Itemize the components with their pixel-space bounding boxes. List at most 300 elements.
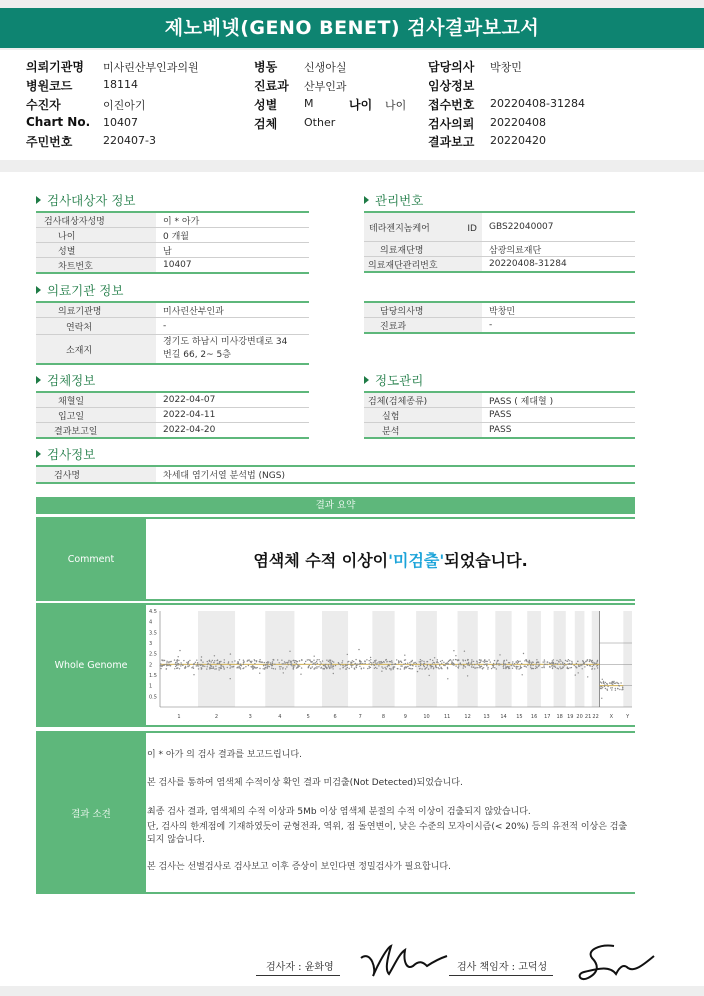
data-point [369,660,370,661]
data-point [358,649,359,650]
data-point [370,657,371,658]
summary-header: 결과 요약 [36,497,635,514]
data-point [193,663,194,664]
x-tick-label: 20 [576,714,583,720]
data-point [597,661,598,662]
data-point [582,664,583,665]
row-label-text: 담당의사명 [380,306,424,317]
data-point [329,660,330,661]
data-point [331,663,332,664]
data-point [309,660,310,661]
institution-table-right [364,301,635,334]
data-point [603,681,604,682]
data-point [309,665,310,666]
data-point [245,666,246,667]
data-point [201,668,202,669]
data-point [500,664,501,665]
data-point [397,668,398,669]
chromosome-band [495,611,511,707]
data-point [550,663,551,664]
specimen-table [36,391,309,439]
data-point [473,661,474,662]
data-point [166,665,167,666]
data-point [263,668,264,669]
data-point [288,661,289,662]
data-point [187,663,188,664]
data-point [499,654,500,655]
data-point [332,661,333,662]
data-point [493,663,494,664]
data-point [463,660,464,661]
data-point [427,665,428,666]
data-point [396,659,397,660]
row-label [36,335,156,363]
data-point [467,675,468,676]
data-point [619,689,620,690]
data-point [526,660,527,661]
data-point [490,661,491,662]
data-point [263,665,264,666]
data-point [620,682,621,683]
y-tick-label: 2 [149,662,153,669]
report-date-value: 20220420 [490,134,546,147]
data-point [200,659,201,660]
data-point [618,683,619,684]
row-label-text: 연락처 [66,322,93,333]
data-point [209,660,210,661]
code-value: 18114 [103,78,138,91]
data-point [587,659,588,660]
data-point [543,665,544,666]
data-point [604,686,605,687]
data-point [222,666,223,667]
data-point [602,679,603,680]
data-point [486,663,487,664]
data-point [477,667,478,668]
data-point [498,663,499,664]
data-point [381,666,382,667]
row-label [36,423,156,437]
data-point [551,665,552,666]
data-point [329,662,330,663]
data-point [488,659,489,660]
data-point [555,663,556,664]
data-point [508,662,509,663]
data-point [387,666,388,667]
data-point [418,666,419,667]
qc-heading-text: 정도관리 [375,373,424,388]
clinical-label: 임상정보 [428,79,475,93]
table-row [36,423,309,439]
data-point [215,666,216,667]
data-point [381,662,382,663]
sex-label: 성별 [254,98,278,112]
data-point [460,664,461,665]
data-point [492,667,493,668]
data-point [412,668,413,669]
data-point [193,668,194,669]
data-point [166,664,167,665]
data-point [541,667,542,668]
data-point [386,668,387,669]
data-point [513,665,514,666]
table-row [36,243,309,258]
director-signature [570,938,660,984]
hospital-value: 미사린산부인과의원 [103,61,199,74]
data-point [224,659,225,660]
ward-label: 병동 [254,60,278,74]
data-point [221,665,222,666]
data-point [257,667,258,668]
data-point [259,673,260,674]
data-point [370,667,371,668]
data-point [319,664,320,665]
data-point [284,663,285,664]
data-point [376,668,377,669]
data-point [412,660,413,661]
data-point [434,657,435,658]
data-point [203,665,204,666]
data-point [261,662,262,663]
row-label-text: 의료기관명 [58,306,102,317]
data-point [375,660,376,661]
data-point [239,659,240,660]
data-point [313,660,314,661]
data-point [317,659,318,660]
y-tick-label: 1 [149,683,153,690]
hospital-label: 의뢰기관명 [26,60,84,74]
finding-line: 이 * 아가 의 검사 결과를 보고드립니다. [147,750,302,760]
table-row [364,257,635,273]
data-point [557,663,558,664]
table-row [36,228,309,243]
data-point [403,664,404,665]
data-point [160,663,161,664]
row-label [364,303,482,317]
data-point [543,667,544,668]
data-point [342,660,343,661]
row-value: - [163,321,167,331]
data-point [404,655,405,656]
data-point [578,664,579,665]
data-point [484,662,485,663]
data-point [411,661,412,662]
data-point [273,659,274,660]
data-point [228,661,229,662]
data-point [279,668,280,669]
data-point [347,664,348,665]
data-point [426,661,427,662]
x-tick-label: 15 [516,714,523,720]
data-point [213,668,214,669]
data-point [465,666,466,667]
specimen-heading [36,371,95,389]
data-point [470,663,471,664]
data-point [330,660,331,661]
data-point [265,664,266,665]
data-point [378,665,379,666]
data-point [451,663,452,664]
data-point [355,666,356,667]
data-point [560,661,561,662]
data-point [589,661,590,662]
data-point [452,664,453,665]
data-point [198,668,199,669]
data-point [181,664,182,665]
data-point [324,668,325,669]
data-point [593,665,594,666]
data-point [377,662,378,663]
data-point [474,664,475,665]
data-point [610,687,611,688]
data-point [479,659,480,660]
receiver-value: 이진아기 [103,99,146,112]
row-label-text: 차트번호 [58,261,93,272]
data-point [371,662,372,663]
data-point [371,664,372,665]
x-tick-label: 21 [584,714,592,720]
data-point [553,663,554,664]
data-point [392,664,393,665]
data-point [465,660,466,661]
comment-post: 되었습니다. [444,550,528,570]
chromosome-band [554,611,566,707]
data-point [200,665,201,666]
chromosome-band [198,611,235,707]
data-point [386,659,387,660]
data-point [479,667,480,668]
genome-panel [36,603,635,727]
data-point [486,661,487,662]
data-point [614,683,615,684]
data-point [571,661,572,662]
finding-line: 최종 검사 결과, 염색체의 수적 이상과 5Mb 이상 염색체 분절의 수적 이상이 검출되지 않았습니다. [147,807,531,817]
data-point [230,666,231,667]
data-point [185,667,186,668]
data-point [442,660,443,661]
data-point [506,660,507,661]
data-point [558,661,559,662]
data-point [338,662,339,663]
data-point [164,660,165,661]
data-point [292,660,293,661]
data-point [423,663,424,664]
data-point [522,674,523,675]
data-point [332,668,333,669]
table-row [364,393,635,408]
data-point [437,661,438,662]
request-label: 검사의뢰 [428,117,475,131]
data-point [281,660,282,661]
table-row [36,408,309,423]
data-point [374,660,375,661]
address-line-2: 번길 66, 2~ 5층 [163,350,231,360]
data-point [289,651,290,652]
x-tick-label: X [609,714,614,720]
data-point [609,682,610,683]
data-point [512,663,513,664]
comment-panel [36,517,635,601]
data-point [482,661,483,662]
row-label-text: 결과보고일 [54,426,98,437]
data-point [329,668,330,669]
row-value: 삼광의료재단 [489,245,542,256]
data-point [229,665,230,666]
row-value: 2022-04-07 [163,395,216,405]
data-point [480,666,481,667]
data-point [175,666,176,667]
data-point [427,664,428,665]
data-point [390,661,391,662]
data-point [559,666,560,667]
data-point [520,667,521,668]
data-point [480,660,481,661]
data-point [330,666,331,667]
data-point [521,663,522,664]
data-point [483,667,484,668]
data-point [272,663,273,664]
data-point [415,662,416,663]
data-point [382,668,383,669]
data-point [277,659,278,660]
data-point [323,665,324,666]
data-point [197,664,198,665]
data-point [607,684,608,685]
data-point [356,665,357,666]
data-point [508,668,509,669]
data-point [434,662,435,663]
data-point [556,660,557,661]
data-point [391,662,392,663]
data-point [335,665,336,666]
data-point [440,661,441,662]
data-point [419,661,420,662]
data-point [386,661,387,662]
data-point [444,665,445,666]
data-point [228,663,229,664]
data-point [240,664,241,665]
data-point [196,665,197,666]
header-gap [0,160,704,172]
data-point [543,661,544,662]
data-point [243,660,244,661]
data-point [562,662,563,663]
data-point [505,664,506,665]
data-point [238,667,239,668]
data-point [259,661,260,662]
data-point [259,659,260,660]
data-point [234,660,235,661]
data-point [211,661,212,662]
data-point [584,664,585,665]
data-point [532,661,533,662]
management-heading-text: 관리번호 [375,193,424,208]
row-label [364,213,482,241]
arrow-icon [36,286,41,294]
row-label [36,303,156,317]
row-label [36,213,156,227]
data-point [214,668,215,669]
data-point [264,668,265,669]
data-point [604,684,605,685]
data-point [389,668,390,669]
data-point [567,668,568,669]
data-point [621,689,622,690]
x-tick-label: 18 [556,714,563,720]
data-point [216,668,217,669]
row-label [364,393,482,407]
data-point [524,666,525,667]
specimen-value: Other [304,116,336,129]
data-point [267,664,268,665]
data-point [290,661,291,662]
data-point [622,687,623,688]
data-point [217,663,218,664]
row-label [364,257,482,271]
data-point [320,661,321,662]
data-point [216,660,217,661]
data-point [437,662,438,663]
data-point [296,661,297,662]
row-label-text: 분석 [382,426,400,437]
data-point [326,667,327,668]
data-point [406,667,407,668]
data-point [187,664,188,665]
data-point [577,661,578,662]
data-point [517,663,518,664]
x-tick-label: 8 [381,714,386,720]
data-point [346,668,347,669]
data-point [247,661,248,662]
data-point [576,663,577,664]
data-point [516,666,517,667]
data-point [535,668,536,669]
data-point [178,656,179,657]
data-point [179,668,180,669]
data-point [270,662,271,663]
data-point [576,667,577,668]
data-point [279,666,280,667]
data-point [615,688,616,689]
comment-pre: 염색체 수적 이상이 [253,550,389,570]
y-tick-label: 1.5 [149,673,157,679]
findings-label: 결과 소견 [36,733,146,892]
data-point [390,669,391,670]
data-point [359,666,360,667]
row-label [364,423,482,437]
chromosome-band [265,611,294,707]
data-point [601,688,602,689]
table-row [36,258,309,274]
chromosome-band [322,611,348,707]
row-label-text: 입고일 [58,411,85,422]
data-point [430,667,431,668]
data-point [544,661,545,662]
data-point [458,665,459,666]
data-point [453,650,454,651]
row-label [36,408,156,422]
qc-heading [364,371,423,389]
data-point [279,662,280,663]
row-value: 2022-04-11 [163,410,216,420]
data-point [565,660,566,661]
row-label-text: 채혈일 [58,396,85,407]
data-point [511,665,512,666]
x-tick-label: 13 [483,714,490,720]
row-label-text: 성별 [58,246,76,257]
data-point [166,668,167,669]
x-tick-label: 4 [278,714,282,720]
